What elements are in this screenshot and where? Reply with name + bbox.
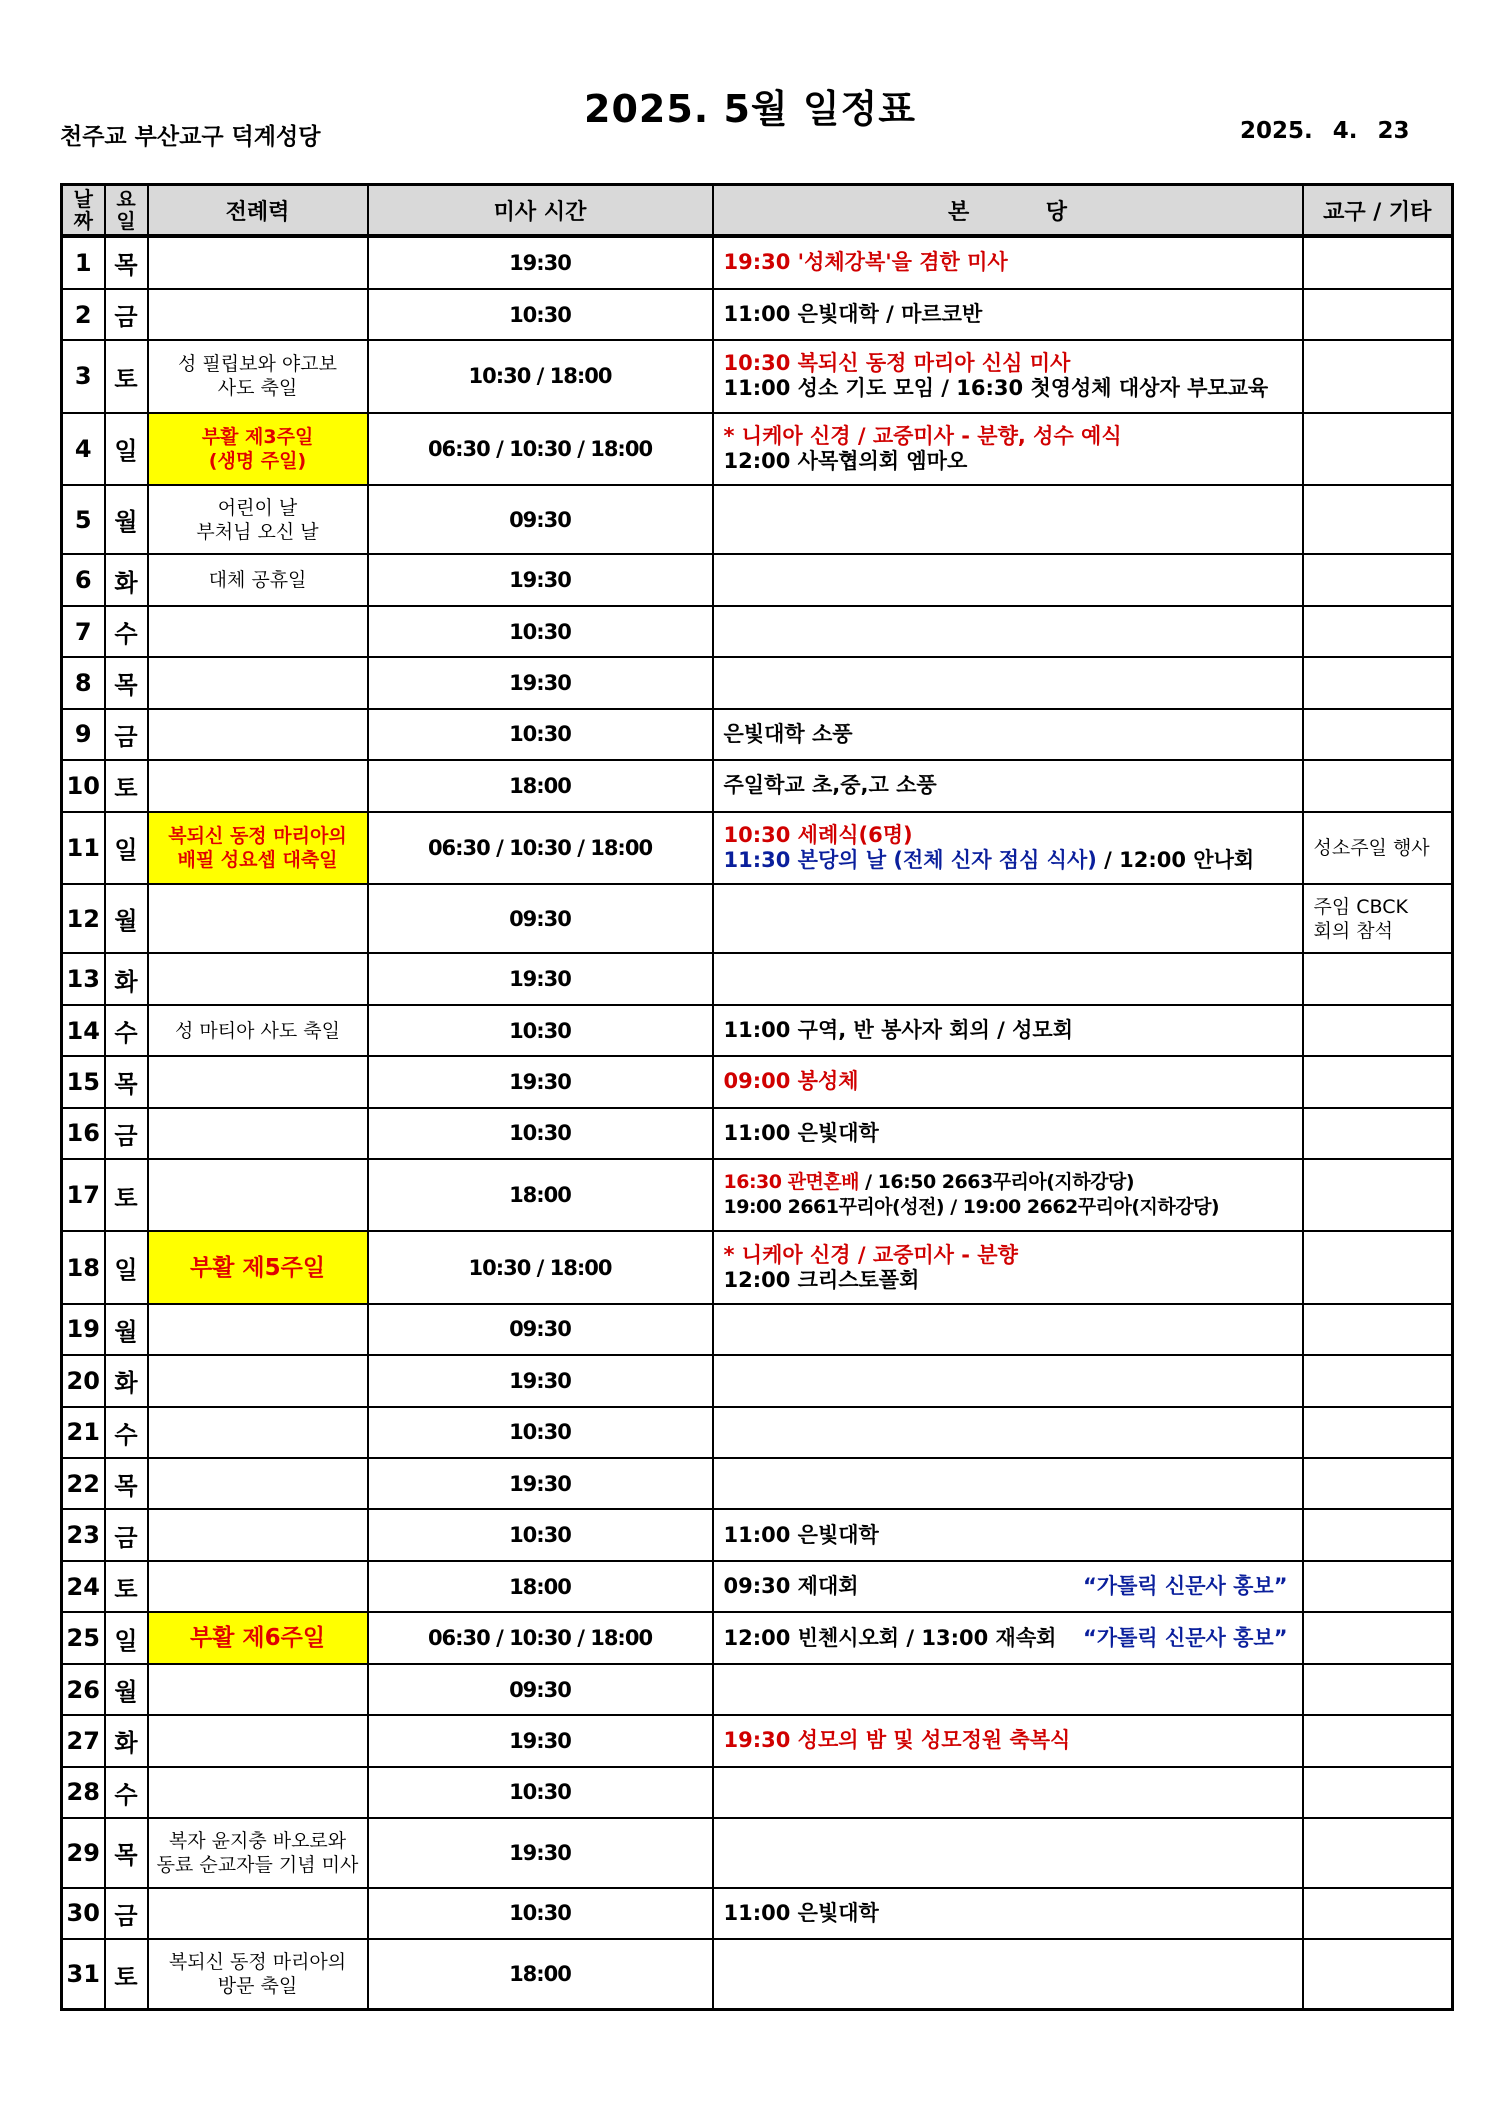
weekday-cell: 일 [105, 1231, 148, 1303]
weekday-cell: 화 [105, 953, 148, 1004]
event-text: 12:00 크리스토폴회 [723, 1267, 920, 1292]
weekday-cell: 월 [105, 485, 148, 555]
liturgy-cell [148, 1818, 368, 1888]
event-text: 10:30 세례식(6명) [723, 822, 913, 847]
liturgy-cell [148, 1664, 368, 1715]
mass-time-cell: 10:30 [368, 1767, 713, 1818]
day-cell: 5 [62, 485, 105, 555]
day-cell: 12 [62, 884, 105, 954]
liturgy-cell [148, 1355, 368, 1406]
event-text: / 16:50 2663꾸리아(지하강당) [859, 1171, 1135, 1194]
weekday-cell: 화 [105, 1355, 148, 1406]
diocese-other-cell [1303, 236, 1453, 289]
weekday-cell: 일 [105, 812, 148, 884]
diocese-other-cell [1303, 657, 1453, 708]
liturgy-cell [148, 1767, 368, 1818]
event-text: 19:30 성모의 밤 및 성모정원 축복식 [723, 1728, 1071, 1753]
table-row [62, 1939, 1453, 2009]
table-row [62, 709, 1453, 760]
weekday-cell: 금 [105, 1108, 148, 1159]
day-cell: 10 [62, 760, 105, 811]
liturgy-cell [148, 1108, 368, 1159]
schedule-table [60, 183, 1454, 2011]
weekday-cell: 토 [105, 340, 148, 412]
parish-event-cell [713, 1939, 1303, 2009]
table-row [62, 812, 1453, 884]
day-cell: 17 [62, 1159, 105, 1231]
diocese-other-cell [1303, 1818, 1453, 1888]
event-line [724, 351, 1302, 376]
event-line [724, 1626, 1302, 1651]
mass-time-cell: 18:00 [368, 1561, 713, 1612]
mass-time-cell: 10:30 [368, 1888, 713, 1939]
liturgy-line: 복되신 동정 마리아의 [168, 824, 347, 847]
event-text: 11:00 구역, 반 봉사자 회의 / 성모회 [723, 1018, 1074, 1043]
table-row [62, 953, 1453, 1004]
parish-event-cell [713, 1767, 1303, 1818]
parish-event-cell [713, 1304, 1303, 1355]
diocese-other-cell [1303, 1355, 1453, 1406]
event-text: / 12:00 안나회 [1096, 847, 1255, 872]
diocese-other-cell [1303, 1231, 1453, 1303]
parish-event-cell [713, 1458, 1303, 1509]
liturgy-line: 사도 축일 [217, 377, 298, 400]
liturgy-cell [148, 657, 368, 708]
mass-time-cell: 10:30 [368, 1108, 713, 1159]
event-text: 09:00 봉성체 [723, 1069, 859, 1094]
weekday-cell: 토 [105, 1159, 148, 1231]
event-line [724, 1121, 1302, 1146]
liturgy-cell [148, 340, 368, 412]
liturgy-line: 방문 축일 [217, 1975, 298, 1998]
parish-event-cell [713, 1108, 1303, 1159]
table-row [62, 606, 1453, 657]
liturgy-line: 복되신 동정 마리아의 [168, 1951, 347, 1974]
mass-time-cell: 18:00 [368, 1159, 713, 1231]
day-cell: 31 [62, 1939, 105, 2009]
diocese-other-cell [1303, 1304, 1453, 1355]
mass-time-cell: 19:30 [368, 1715, 713, 1766]
page-title: 2025. 5월 일정표 [584, 87, 916, 131]
event-line [724, 250, 1302, 275]
table-row [62, 1509, 1453, 1560]
weekday-cell: 화 [105, 554, 148, 605]
day-cell: 21 [62, 1407, 105, 1458]
mass-time-cell: 19:30 [368, 1818, 713, 1888]
table-row [62, 1304, 1453, 1355]
liturgy-cell [148, 1939, 368, 2009]
weekday-cell: 화 [105, 1715, 148, 1766]
table-row [62, 340, 1453, 412]
event-line [724, 424, 1302, 449]
other-line: 회의 참석 [1313, 919, 1393, 942]
diocese-other-cell [1303, 1458, 1453, 1509]
day-cell: 8 [62, 657, 105, 708]
weekday-cell: 금 [105, 1509, 148, 1560]
parish-event-cell [713, 953, 1303, 1004]
liturgy-line: 부활 제3주일 [201, 425, 314, 448]
liturgy-cell [148, 554, 368, 605]
mass-time-cell: 10:30 [368, 1407, 713, 1458]
table-row [62, 1355, 1453, 1406]
table-row [62, 1407, 1453, 1458]
liturgy-cell [148, 1715, 368, 1766]
mass-time-cell: 09:30 [368, 884, 713, 954]
diocese-other-cell [1303, 413, 1453, 485]
table-row [62, 236, 1453, 289]
parish-event-cell [713, 1159, 1303, 1231]
day-cell: 15 [62, 1056, 105, 1107]
diocese-other-cell [1303, 1612, 1453, 1663]
event-line [724, 823, 1302, 848]
weekday-cell: 금 [105, 709, 148, 760]
event-text: 19:30 '성체강복'을 겸한 미사 [723, 250, 1008, 275]
table-row [62, 1056, 1453, 1107]
mass-time-cell: 19:30 [368, 953, 713, 1004]
liturgy-cell [148, 1612, 368, 1663]
diocese-other-cell [1303, 606, 1453, 657]
event-line [724, 1268, 1302, 1293]
diocese-other-cell [1303, 884, 1453, 954]
mass-time-cell: 10:30 / 18:00 [368, 1231, 713, 1303]
parish-event-cell [713, 1509, 1303, 1560]
parish-event-cell [713, 236, 1303, 289]
event-line [724, 376, 1302, 401]
parish-event-cell [713, 485, 1303, 555]
event-line [724, 1170, 1302, 1195]
weekday-cell: 토 [105, 760, 148, 811]
diocese-other-cell [1303, 1159, 1453, 1231]
diocese-other-cell [1303, 1561, 1453, 1612]
liturgy-cell [148, 1561, 368, 1612]
mass-time-cell: 19:30 [368, 1355, 713, 1406]
event-line [724, 302, 1302, 327]
mass-time-cell: 09:30 [368, 1664, 713, 1715]
day-cell: 24 [62, 1561, 105, 1612]
diocese-other-cell [1303, 1108, 1453, 1159]
day-cell: 3 [62, 340, 105, 412]
liturgy-line: 동료 순교자들 기념 미사 [156, 1853, 359, 1876]
weekday-cell: 목 [105, 657, 148, 708]
event-line [724, 1523, 1302, 1548]
liturgy-line: 성 필립보와 야고보 [178, 353, 337, 376]
liturgy-cell [148, 289, 368, 340]
weekday-cell: 목 [105, 1458, 148, 1509]
liturgy-line: 어린이 날 [217, 496, 298, 519]
diocese-other-cell [1303, 812, 1453, 884]
event-line [724, 1574, 1302, 1599]
mass-time-cell: 06:30 / 10:30 / 18:00 [368, 812, 713, 884]
parish-event-cell [713, 1005, 1303, 1056]
weekday-cell: 금 [105, 1888, 148, 1939]
weekday-cell: 목 [105, 236, 148, 289]
day-cell: 16 [62, 1108, 105, 1159]
day-cell: 4 [62, 413, 105, 485]
event-line [724, 1243, 1302, 1268]
table-header-row [62, 185, 1453, 237]
day-cell: 27 [62, 1715, 105, 1766]
diocese-other-cell [1303, 1407, 1453, 1458]
issue-date: 2025. 4. 23 [1240, 118, 1410, 144]
parish-event-cell [713, 1355, 1303, 1406]
day-cell: 20 [62, 1355, 105, 1406]
event-line [724, 449, 1302, 474]
event-text: 11:00 은빛대학 [723, 1900, 879, 1925]
event-text: 09:30 제대회 [723, 1574, 859, 1599]
liturgy-cell [148, 1159, 368, 1231]
table-row [62, 289, 1453, 340]
other-line: 주임 CBCK [1313, 895, 1408, 918]
liturgy-cell [148, 884, 368, 954]
parish-event-cell [713, 1715, 1303, 1766]
table-row [62, 1767, 1453, 1818]
parish-event-cell [713, 289, 1303, 340]
event-line [724, 1728, 1302, 1753]
mass-time-cell: 10:30 [368, 1005, 713, 1056]
table-row [62, 1612, 1453, 1663]
parish-event-cell [713, 1561, 1303, 1612]
diocese-other-cell [1303, 1005, 1453, 1056]
liturgy-cell [148, 236, 368, 289]
liturgy-cell [148, 413, 368, 485]
day-cell: 2 [62, 289, 105, 340]
weekday-cell: 토 [105, 1561, 148, 1612]
liturgy-cell [148, 606, 368, 657]
event-text: * 니케아 신경 / 교중미사 - 분향, 성수 예식 [723, 423, 1122, 448]
table-row [62, 657, 1453, 708]
event-text: 12:00 사목협의회 엠마오 [723, 448, 968, 473]
table-row [62, 1664, 1453, 1715]
day-cell: 14 [62, 1005, 105, 1056]
diocese-other-cell [1303, 953, 1453, 1004]
event-text: 11:00 은빛대학 [723, 1120, 879, 1145]
weekday-cell: 토 [105, 1939, 148, 2009]
mass-time-cell: 19:30 [368, 236, 713, 289]
weekday-cell: 월 [105, 1304, 148, 1355]
liturgy-line: 부활 제6주일 [189, 1625, 326, 1652]
day-cell: 22 [62, 1458, 105, 1509]
event-line [724, 1069, 1302, 1094]
mass-time-cell: 09:30 [368, 485, 713, 555]
mass-time-cell: 18:00 [368, 760, 713, 811]
parish-event-cell [713, 1888, 1303, 1939]
event-text: 16:30 관면혼배 [723, 1171, 860, 1194]
event-text: 12:00 빈첸시오회 / 13:00 재속회 [723, 1625, 1057, 1650]
weekday-cell: 수 [105, 606, 148, 657]
event-note: “가톨릭 신문사 홍보” [1082, 1625, 1288, 1650]
parish-event-cell [713, 606, 1303, 657]
liturgy-cell [148, 812, 368, 884]
table-row [62, 1159, 1453, 1231]
liturgy-line: 부활 제5주일 [189, 1254, 326, 1281]
mass-time-cell: 10:30 / 18:00 [368, 340, 713, 412]
mass-time-cell: 19:30 [368, 1458, 713, 1509]
parish-event-cell [713, 554, 1303, 605]
other-line: 성소주일 행사 [1313, 836, 1430, 859]
event-line [724, 1018, 1302, 1043]
mass-time-cell: 19:30 [368, 1056, 713, 1107]
diocese-other-cell [1303, 1767, 1453, 1818]
event-text: 19:00 2661꾸리아(성전) / 19:00 2662꾸리아(지하강당) [723, 1196, 1220, 1219]
event-line [724, 722, 1302, 747]
diocese-other-cell [1303, 340, 1453, 412]
liturgy-line: 성 마티아 사도 축일 [175, 1019, 340, 1042]
day-cell: 30 [62, 1888, 105, 1939]
parish-event-cell [713, 657, 1303, 708]
day-cell: 19 [62, 1304, 105, 1355]
mass-time-cell: 18:00 [368, 1939, 713, 2009]
liturgy-cell [148, 1888, 368, 1939]
mass-time-cell: 10:30 [368, 1509, 713, 1560]
parish-event-cell [713, 709, 1303, 760]
parish-event-cell [713, 1818, 1303, 1888]
table-row [62, 760, 1453, 811]
mass-time-cell: 10:30 [368, 289, 713, 340]
diocese-other-cell [1303, 289, 1453, 340]
parish-event-cell [713, 1612, 1303, 1663]
liturgy-cell [148, 1458, 368, 1509]
table-row [62, 485, 1453, 555]
parish-event-cell [713, 413, 1303, 485]
col-mass-header: 미사 시간 [368, 185, 713, 237]
day-cell: 1 [62, 236, 105, 289]
parish-event-cell [713, 1664, 1303, 1715]
event-text: 11:30 본당의 날 (전체 신자 점심 식사) [723, 847, 1097, 872]
liturgy-cell [148, 760, 368, 811]
weekday-cell: 월 [105, 884, 148, 954]
weekday-cell: 일 [105, 413, 148, 485]
table-row [62, 1231, 1453, 1303]
parish-event-cell [713, 760, 1303, 811]
liturgy-line: 대체 공휴일 [208, 569, 307, 592]
table-row [62, 1715, 1453, 1766]
parish-event-cell [713, 884, 1303, 954]
liturgy-cell [148, 1056, 368, 1107]
table-row [62, 554, 1453, 605]
day-cell: 7 [62, 606, 105, 657]
weekday-cell: 월 [105, 1664, 148, 1715]
mass-time-cell: 19:30 [368, 554, 713, 605]
parish-event-cell [713, 1407, 1303, 1458]
weekday-cell: 수 [105, 1005, 148, 1056]
col-day-header: 날 짜 [62, 185, 105, 237]
event-note: “가톨릭 신문사 홍보” [1082, 1574, 1288, 1599]
diocese-other-cell [1303, 1888, 1453, 1939]
event-line [724, 1901, 1302, 1926]
weekday-cell: 금 [105, 289, 148, 340]
event-text: * 니케아 신경 / 교중미사 - 분향 [723, 1242, 1018, 1267]
day-cell: 13 [62, 953, 105, 1004]
event-line [724, 848, 1302, 873]
event-text: 10:30 복되신 동정 마리아 신심 미사 [723, 351, 1071, 376]
liturgy-cell [148, 1304, 368, 1355]
day-cell: 25 [62, 1612, 105, 1663]
day-cell: 11 [62, 812, 105, 884]
col-other-header: 교구 / 기타 [1303, 185, 1453, 237]
mass-time-cell: 10:30 [368, 709, 713, 760]
day-cell: 9 [62, 709, 105, 760]
diocese-other-cell [1303, 1939, 1453, 2009]
event-text: 11:00 은빛대학 / 마르코반 [723, 302, 983, 327]
day-cell: 28 [62, 1767, 105, 1818]
day-cell: 26 [62, 1664, 105, 1715]
liturgy-cell [148, 1509, 368, 1560]
liturgy-line: 복자 윤지충 바오로와 [168, 1829, 347, 1852]
parish-event-cell [713, 1231, 1303, 1303]
diocese-other-cell [1303, 709, 1453, 760]
event-line [724, 773, 1302, 798]
table-row [62, 1005, 1453, 1056]
liturgy-line: 부처님 오신 날 [196, 520, 319, 543]
table-row [62, 884, 1453, 954]
event-text: 11:00 성소 기도 모임 / 16:30 첫영성체 대상자 부모교육 [723, 376, 1269, 401]
parish-event-cell [713, 812, 1303, 884]
col-weekday-header: 요 일 [105, 185, 148, 237]
mass-time-cell: 09:30 [368, 1304, 713, 1355]
day-cell: 6 [62, 554, 105, 605]
weekday-cell: 목 [105, 1056, 148, 1107]
mass-time-cell: 06:30 / 10:30 / 18:00 [368, 413, 713, 485]
diocese-other-cell [1303, 1056, 1453, 1107]
mass-time-cell: 10:30 [368, 606, 713, 657]
weekday-cell: 수 [105, 1767, 148, 1818]
parish-event-cell [713, 1056, 1303, 1107]
table-row [62, 1561, 1453, 1612]
mass-time-cell: 06:30 / 10:30 / 18:00 [368, 1612, 713, 1663]
liturgy-cell [148, 709, 368, 760]
event-text: 11:00 은빛대학 [723, 1522, 879, 1547]
diocese-other-cell [1303, 1509, 1453, 1560]
liturgy-cell [148, 1407, 368, 1458]
table-row [62, 1108, 1453, 1159]
event-text: 주일학교 초,중,고 소풍 [723, 773, 937, 798]
liturgy-line: 배필 성요셉 대축일 [177, 848, 338, 871]
liturgy-cell [148, 1231, 368, 1303]
day-cell: 29 [62, 1818, 105, 1888]
liturgy-cell [148, 485, 368, 555]
col-liturgy-header: 전례력 [148, 185, 368, 237]
weekday-cell: 목 [105, 1818, 148, 1888]
table-row [62, 1458, 1453, 1509]
table-row [62, 413, 1453, 485]
diocese-other-cell [1303, 1715, 1453, 1766]
table-row [62, 1888, 1453, 1939]
mass-time-cell: 19:30 [368, 657, 713, 708]
event-line [724, 1195, 1302, 1220]
diocese-other-cell [1303, 760, 1453, 811]
diocese-other-cell [1303, 554, 1453, 605]
diocese-other-cell [1303, 1664, 1453, 1715]
liturgy-line: (생명 주일) [208, 449, 307, 472]
table-row [62, 1818, 1453, 1888]
liturgy-cell [148, 953, 368, 1004]
weekday-cell: 수 [105, 1407, 148, 1458]
event-text: 은빛대학 소풍 [723, 721, 853, 746]
day-cell: 18 [62, 1231, 105, 1303]
liturgy-cell [148, 1005, 368, 1056]
col-main-header: 본 당 [713, 185, 1303, 237]
diocese-other-cell [1303, 485, 1453, 555]
parish-event-cell [713, 340, 1303, 412]
parish-name: 천주교 부산교구 덕계성당 [60, 124, 321, 150]
weekday-cell: 일 [105, 1612, 148, 1663]
day-cell: 23 [62, 1509, 105, 1560]
